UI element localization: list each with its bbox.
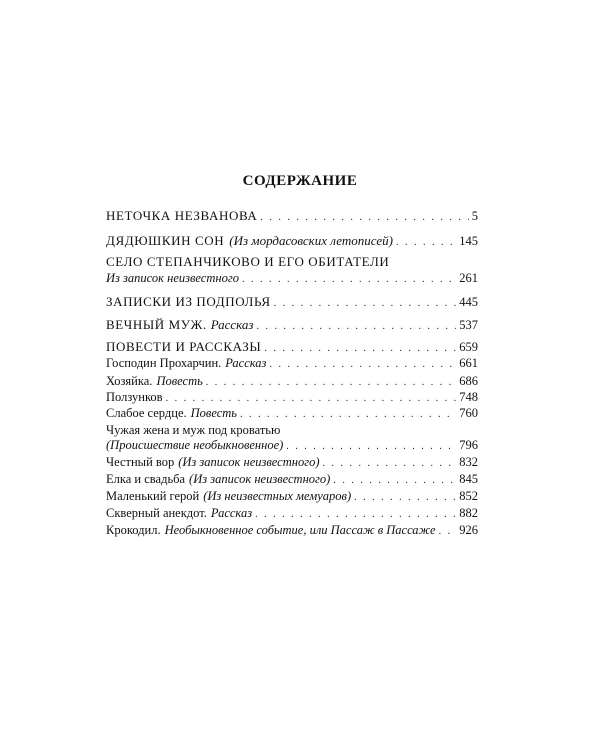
leader-dots	[255, 507, 456, 523]
leader-dots	[269, 357, 456, 373]
entry-subtitle: (Происшествие необыкновенное)	[106, 438, 284, 452]
entry-page: 852	[459, 489, 478, 503]
toc-entry	[106, 294, 478, 310]
entry-page: 748	[459, 390, 478, 404]
entry-title: Господин Прохарчин.	[106, 356, 222, 370]
leader-dots	[257, 319, 457, 335]
entry-page: 686	[459, 374, 478, 388]
toc-entry	[106, 317, 478, 333]
entry-page: 832	[459, 455, 478, 469]
entry-page: 845	[459, 472, 478, 486]
entry-subtitle: Из записок неизвестного	[106, 271, 239, 285]
toc-entry	[106, 233, 478, 249]
entry-title: Хозяйка.	[106, 374, 153, 388]
leader-dots	[354, 490, 456, 506]
entry-title: ДЯДЮШКИН СОН	[106, 233, 225, 248]
toc-entry	[106, 522, 478, 538]
entry-page: 926	[459, 523, 478, 537]
entry-subtitle: (Из неизвестных мемуаров)	[203, 489, 352, 503]
entry-title: НЕТОЧКА НЕЗВАНОВА	[106, 208, 258, 223]
entry-title: Честный вор	[106, 455, 175, 469]
leader-dots	[323, 456, 457, 472]
entry-page: 882	[459, 506, 478, 520]
entry-title: СЕЛО СТЕПАНЧИКОВО И ЕГО ОБИТАТЕЛИ	[106, 254, 390, 269]
toc-entry	[106, 339, 478, 355]
toc-entry	[106, 208, 478, 224]
entry-subtitle: (Из записок неизвестного)	[189, 472, 331, 486]
toc-entry	[106, 505, 478, 521]
entry-title: ПОВЕСТИ И РАССКАЗЫ	[106, 339, 262, 354]
toc-entry	[106, 488, 478, 504]
toc-entry	[106, 389, 478, 405]
entry-subtitle: (Из записок неизвестного)	[178, 455, 320, 469]
entry-title: Елка и свадьба	[106, 472, 186, 486]
toc-entry	[106, 373, 478, 389]
entry-title: Чужая жена и муж под кроватью	[106, 423, 281, 437]
entry-title: ВЕЧНЫЙ МУЖ.	[106, 317, 207, 332]
entry-page: 145	[459, 234, 478, 248]
entry-subtitle: (Из мордасовских летописей)	[229, 233, 393, 248]
entry-subtitle: Рассказ	[225, 356, 267, 370]
leader-dots	[242, 272, 456, 288]
entry-subtitle: Повесть	[190, 406, 237, 420]
leader-dots	[333, 473, 456, 489]
entry-page: 537	[459, 318, 478, 332]
entry-subtitle: Рассказ	[210, 317, 254, 332]
entry-page: 261	[459, 271, 478, 285]
leader-dots	[240, 407, 456, 423]
leader-dots	[260, 210, 468, 226]
toc-entry	[106, 437, 478, 453]
entry-subtitle: Повесть	[156, 374, 203, 388]
leader-dots	[439, 524, 457, 540]
entry-subtitle: Необыкновенное событие, или Пассаж в Пассаже	[164, 523, 436, 537]
entry-title: Маленький герой	[106, 489, 200, 503]
leader-dots	[286, 439, 456, 455]
toc-entry	[106, 355, 478, 371]
entry-subtitle: Рассказ	[210, 506, 253, 520]
toc-entry	[106, 270, 478, 286]
contents-heading: СОДЕРЖАНИЕ	[242, 173, 358, 189]
toc-entry	[106, 471, 478, 487]
toc-entry	[106, 454, 478, 470]
leader-dots	[274, 296, 457, 312]
entry-page: 659	[459, 340, 478, 354]
entry-title: Слабое сердце.	[106, 406, 187, 420]
entry-title: Скверный анекдот.	[106, 506, 207, 520]
entry-page: 5	[471, 209, 478, 223]
entry-title: ЗАПИСКИ ИЗ ПОДПОЛЬЯ	[106, 294, 271, 309]
entry-page: 760	[459, 406, 478, 420]
entry-page: 661	[459, 356, 478, 370]
entry-page: 445	[459, 295, 478, 309]
entry-title: Ползунков	[106, 390, 163, 404]
leader-dots	[396, 235, 456, 251]
toc-entry	[106, 405, 478, 421]
entry-title: Крокодил.	[106, 523, 161, 537]
entry-page: 796	[459, 438, 478, 452]
